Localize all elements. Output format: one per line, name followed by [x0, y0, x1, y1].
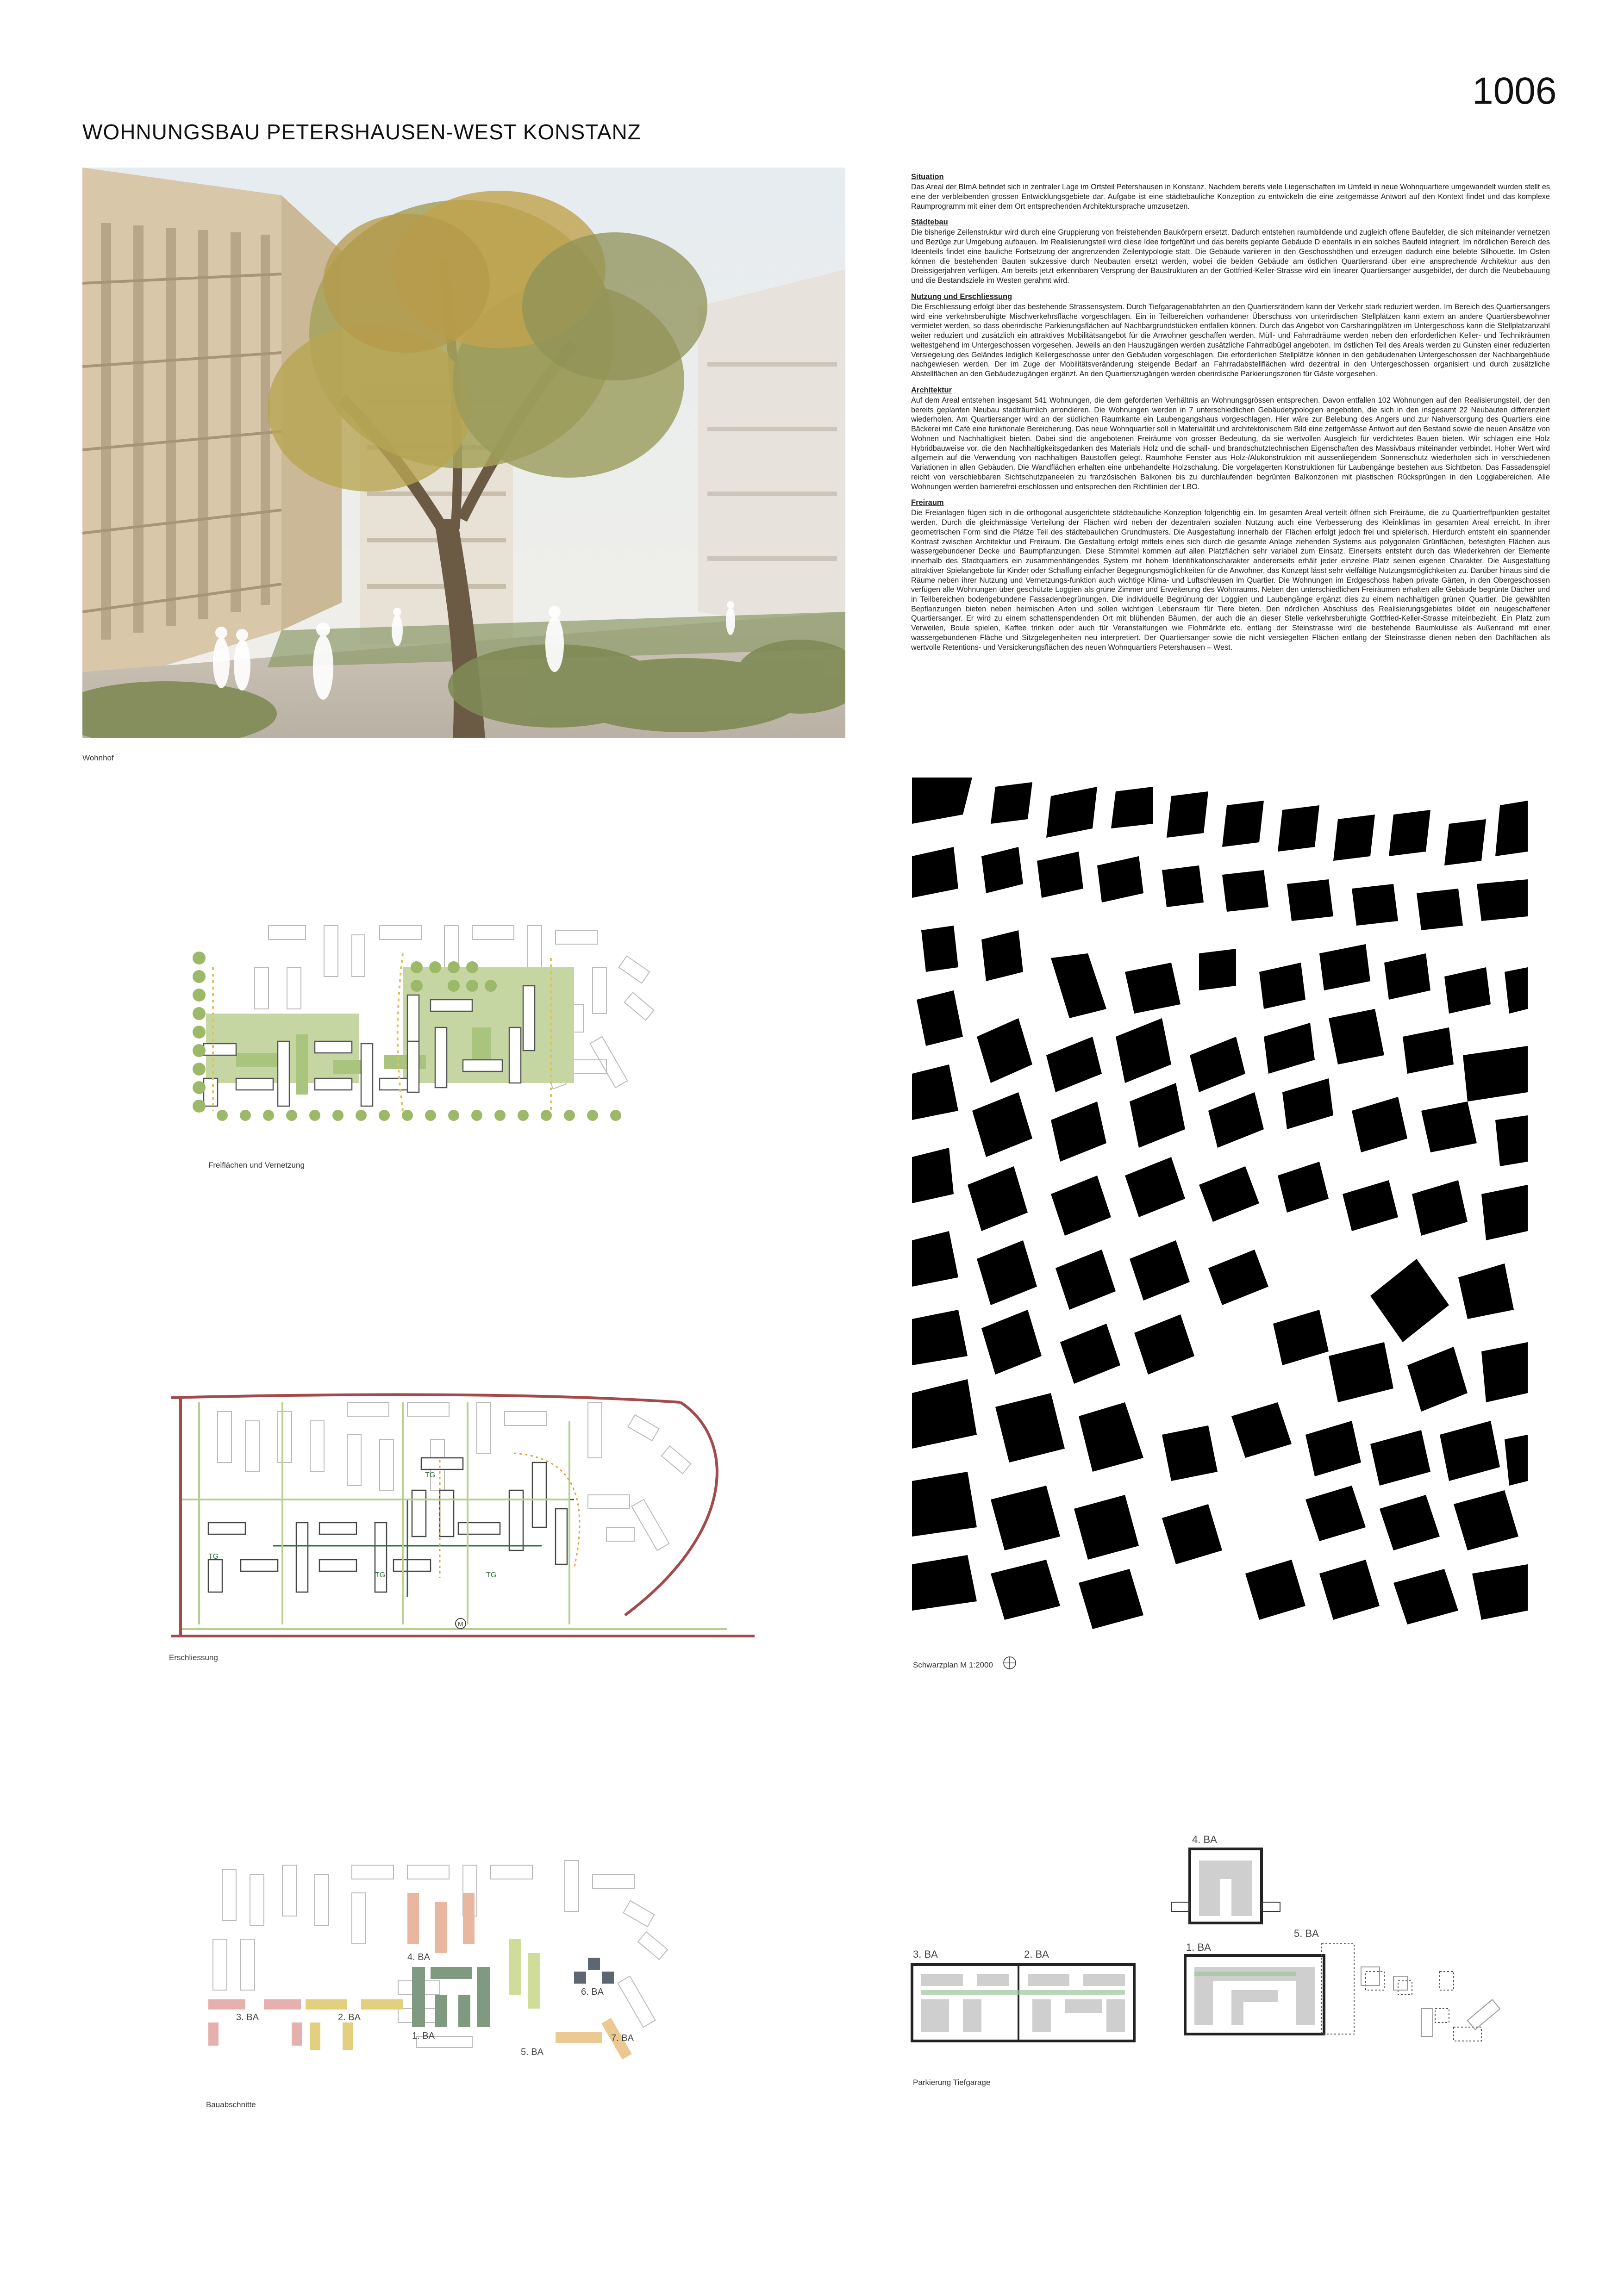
north-arrow-icon — [1003, 1656, 1017, 1670]
schwarzplan-figure-ground — [912, 778, 1528, 1629]
ba-label-6: 6. BA — [581, 1987, 604, 1997]
pk-label-3: 3. BA — [913, 1948, 938, 1960]
ba-label-7: 7. BA — [611, 2033, 634, 2043]
ba-label-1: 1. BA — [412, 2031, 435, 2041]
section-body: Die Erschliessung erfolgt über das bestehende Strassensystem. Durch Tiefgaragenabfahrten an den Quartiersrändern kann der Verkehr stark reduziert werden. Im Bereich des Quartiersangers wird eine verkehrsberuhigte Mischverkehrsfläche vorgeschlagen. Ein in Teilbereichen vorhandener Überschuss von unterirdischen Stellplätzen kann extern an andere Quartiersbewohner vermietet werden, so dass oberirdische Parkierungsflächen auf Nachbargrundstücken entfallen können. Durch das Angebot von Carsharingplätzen im Untergeschoss kann die Stellplatzanzahl weiter reduziert und zusätzlich ein attraktives Mobilitätsangebot für die Anwohner geschaffen werden. Müll- und Fahrradräume werden neben den erforderlichen Keller- und Technikräumen weitestgehend im Untergeschossen vorgesehen. Jeweils an den Hauszugängen werden zusätzliche Fahrradbügel angeboten. Im östlichen Teil des Areals werden zu Gunsten einer reduzierten Versiegelung des Geländes lediglich Kellergeschosse unter den Gebäuden vorgeschlagen. Die erforderlichen Stellplätze können in den gebäudenahen Untergeschossen der Nachbargebäude nachgewiesen werden. Der im Zuge der Mobilitätsveränderung steigende Bedarf an Fahrradabstellflächen wird dezentral in den Untergeschossen organisiert und durch zusätzliche Abstellflächen an den Gebäudezugängen ergänzt. An den Quartierszugängen werden oberirdische Parkierungszonen für Gäste vorgesehen. — [911, 302, 1550, 379]
ba-label-5: 5. BA — [521, 2047, 543, 2057]
section-body: Das Areal der BImA befindet sich in zentraler Lage im Ortsteil Petershausen in Konstanz. Nachdem bereits viele Liegenschaften im Umfeld in neue Wohnquartiere umgewandelt wurden stellt es eine der verbleibenden grossen Entwicklungsgebiete dar. Aufgabe ist eine städtebauliche Konzeption zu entwickeln die eine zeitgemässe Antwort auf den Kontext findet und das komplexe Raumprogramm mit einer dem Ort entsprechenden Architektursprache umzusetzen. — [911, 183, 1550, 211]
bauabschnitte-diagram — [204, 1847, 694, 2087]
pk-label-4: 4. BA — [1192, 1834, 1217, 1845]
section-heading: Architektur — [911, 386, 952, 394]
erschliessung-diagram — [171, 1384, 755, 1643]
pk-label-5: 5. BA — [1294, 1928, 1319, 1939]
tg-label: TG — [486, 1571, 497, 1579]
section-heading: Städtebau — [911, 218, 948, 227]
tg-label: TG — [375, 1571, 386, 1579]
section-heading: Freiraum — [911, 498, 944, 507]
freiflaechen-diagram — [185, 921, 694, 1143]
hero-illustration — [82, 168, 845, 738]
ba-label-3: 3. BA — [236, 2012, 259, 2022]
pk-label-2: 2. BA — [1024, 1948, 1049, 1960]
tg-label: TG — [425, 1471, 436, 1479]
parkierung-caption: Parkierung Tiefgarage — [913, 2078, 991, 2087]
erschliessung-caption: Erschliessung — [169, 1653, 218, 1662]
pk-label-1: 1. BA — [1186, 1941, 1211, 1953]
schwarzplan-caption: Schwarzplan M 1:2000 — [913, 1661, 993, 1669]
bauabschnitte-caption: Bauabschnitte — [206, 2100, 256, 2109]
tg-label: TG — [208, 1553, 219, 1561]
page-title: WOHNUNGSBAU PETERSHAUSEN-WEST KONSTANZ — [82, 120, 641, 144]
section-heading: Situation — [911, 173, 944, 181]
section-body: Die bisherige Zeilenstruktur wird durch eine Gruppierung von freistehenden Baukörpern ersetzt. Dadurch entstehen raumbildende und zugleich offene Baufelder, die sich miteinander vernetzen und Bezüge zur Umgebung aufbauen. Im Realisierungsteil wird diese Idee fortgeführt und das bereits geplante Gebäude D ebenfalls in ein solches Baufeld integriert. Im nördlichen Bereich des Ideenteils findet eine bauliche Fortsetzung der angrenzenden Zeilentypologie statt. Die Gebäude variieren in den Geschosshöhen und erzeugen dadurch eine belebte Silhouette. Im Osten können die bestehenden Bauten sukzessive durch Neubauten ersetzt werden, wobei die beiden Gebäude am östlichen Quartiersrand über eine ansprechende Architektur aus den Dreissigerjahren verfügen. Am bereits jetzt erkennbaren Versprung der Baustrukturen an der Gottfried-Keller-Strasse wird ein linearer Quartiersanger ausgebildet, der durch die Neubebauung und die Bestandsziele im Westen gerahmt wird. — [911, 228, 1550, 285]
ba-label-4: 4. BA — [407, 1952, 430, 1962]
sheet-number: 1006 — [1472, 70, 1557, 112]
m-label: M — [458, 1620, 463, 1628]
hero-caption: Wohnhof — [82, 753, 114, 762]
parkierung-diagram — [907, 1833, 1528, 2073]
text-column — [911, 168, 1550, 659]
section-heading: Nutzung und Erschliessung — [911, 292, 1012, 301]
section-body: Die Freianlagen fügen sich in die orthogonal ausgerichtete städtebauliche Konzeption folgerichtig ein. Im gesamten Areal verteilt öffnen sich Freiräume, die zu Quartiertreffpunkten gestaltet werden. Durch die gleichmässige Verteilung der Flächen wird neben der dezentralen sozialen Nutzung auch eine Verbesserung des Kleinklimas im gesamten Areal erreicht. In ihrer geometrischen Form sind die Plätze Teil des städtebaulichen Grundmusters. Die Ausgestaltung innerhalb der Flächen erfolgt jedoch frei und spielerisch. Hierdurch entsteht ein spannender Kontrast zwischen Architektur und Freiraum. Die Gestaltung erfolgt mittels eines sich durch die gesamte Anlage ziehenden Systems aus polygonalen Grünflächen, befestigten Flächen aus wassergebundener Decke und Baumpflanzungen. Diese Stimmitel kommen auf allen Platzflächen sehr variabel zum Einsatz. Einerseits entsteht durch das Wiederkehren der Elemente innerhalb des Stadtquartiers ein zusammenhängendes System mit hohem Identifikationscharakter andererseits erhält jeder einzelne Platz seinen eigenen Charakter. Die Ausgestaltung attraktiver Spielangebote für Kinder oder Schaffung einfacher Begegnungsmöglichkeiten für die Anwohner, das Konzept lässt sehr vielfältige Nutzungsmöglichkeiten zu. Darüber hinaus sind die Räume neben ihrer Nutzung und Vernetzungs-funktion auch wichtige Klima- und Luftschleusen im Quartier. Die Wohnungen im Erdgeschoss haben private Gärten, in den Obergeschossen verfügen alle Wohnungen über geschützte Loggien als grüne Zimmer und Erweiterung des Wohnraums. Neben den unterschiedlichen Freiräumen erhalten alle Gebäude begrünte Dächer und in Teilbereichen bodengebundene Fassadenbegrünungen. Die individuelle Begrünung der Loggien und Laubengänge ergänzt dies zu einem nachhaltigen grünen Quartier. Die gewählten Bepflanzungen bieten neben heimischen Arten und sollen wichtigen Lebensraum für Tiere bieten. Den nördlichen Abschluss des Realisierungsgebietes bildet ein neugeschaffener Quartiersanger. Er wird zu einem schattenspendenden Ort mit blühenden Bäumen, der auch die an dieser Stelle verkehrsberuhigte Gottfried-Keller-Strasse miteinbezieht. Ein Platz zum Verweilen, Boule spielen, Kaffee trinken oder auch für Veranstaltungen wie Flohmärkte etc. entlang der Steinstrasse wird die bestehende Baumkulisse als Außenrand mit einer wassergebundenen Fläche und Sitzgelegenheiten neu interpretiert. Der Quartiersanger sowie die nicht versiegelten Flächen entlang der Steinstrasse dienen neben den Dachflächen als wertvolle Retentions- und Versickerungsflächen des neuen Wohnquartiers Petershausen – West. — [911, 509, 1550, 652]
section-body: Auf dem Areal entstehen insgesamt 541 Wohnungen, die dem geforderten Verhältnis an Wohnungsgrössen entsprechen. Davon entfallen 102 Wohnungen auf den Realisierungsteil, der den bereits geplanten Neubau stadträumlich arrondieren. Die Wohnungen werden in 7 unterschiedlichen Gebäudetypologien angeboten, die sich in den insgesamt 22 Neubauten differenziert wiederholen. Am Quartiersanger wird an der südlichen Raumkante ein Laubengangshaus vorgeschlagen. Hier wäre zur Belebung des Angers und zur Nahversorgung des Quartiers eine Bäckerei mit Café eine funktionale Bereicherung. Das neue Wohnquartier soll in Materialität und architektonischem Bild eine zeitgemässe Antwort auf den Bestand sowie die neuen Ansätze von Wohnen und Nachhaltigkeit bieten. Dabei sind die angebotenen Freiräume von grosser Bedeutung, da sie wertvollen Ausgleich für verdichtetes Bauen bieten. Wir schlagen eine Holz Hybridbauweise vor, die den Nachhaltigkeitsgedanken des Materials Holz und die schall- und brandschutztechnischen Eigenschaften des Massivbaus miteinander verbindet. Hoher Wert wird allgemein auf die Verwendung von nachhaltigen Baustoffen gelegt. Raumhohe Fenster aus Holz-/Alukonstruktion mit aussenliegendem Sonnenschutz wiederholen sich in verschiedenen Variationen in allen Gebäuden. Die Wandflächen erhalten eine unbehandelte Holzschalung. Die vorgelagerten Konstruktionen für Laubengänge bestehen aus Sichtbeton. Das Fassadenspiel reicht von verschiebbaren Sichtschutzpaneelen zu französischen Balkonen bis zu durchlaufenden begrünten Balkonzonen mit plastischen Rücksprüngen in den Loggiabereichen. Alle Wohnungen werden barrierefrei erschlossen und entsprechen den Richtlinien der LBO. — [911, 396, 1550, 491]
hero-rendering — [82, 168, 845, 738]
freiflaechen-caption: Freiflächen und Vernetzung — [208, 1161, 305, 1170]
ba-label-2: 2. BA — [338, 2012, 361, 2022]
